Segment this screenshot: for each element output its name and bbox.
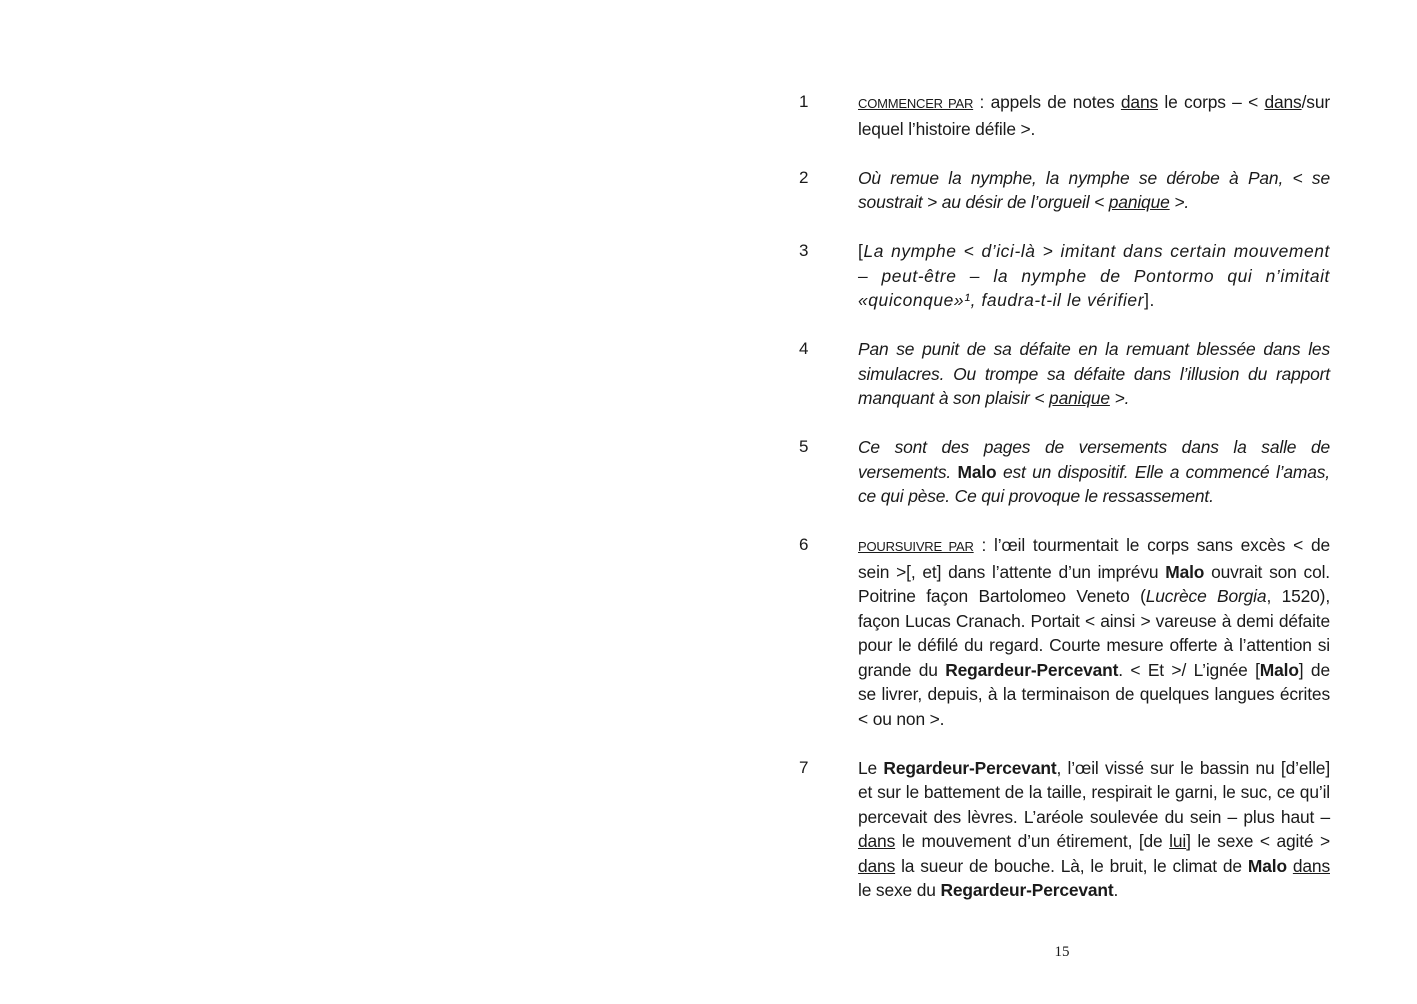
text-run: le mouvement d’un étirement, [de (895, 831, 1170, 851)
text-run: ] le sexe < agité > (1186, 831, 1331, 851)
text-run: ] de se livrer, depuis, à la terminaison de quelques langues écrites < ou non >. (858, 659, 1330, 729)
small-caps-heading: POURSUIVRE PAR (858, 539, 974, 554)
text-run: Pan se punit de sa défaite en la remuant blessée dans les simulacres. Ou trompe sa défaite dans l’illusion du rapport manquant à son plaisir < (858, 339, 1330, 408)
text-run: , l’œil vissé sur le bassin nu [d’elle] et sur le battement de la taille, respirait le garni, le suc, ce qu’il percevait des lèvres. L’aréole soulevée du sein – plus haut – (858, 757, 1331, 827)
numbered-entries (790, 90, 1330, 927)
text-run: Où remue la nymphe, la nymphe se dérobe à Pan, < se soustrait > au désir de l’orgueil < (858, 167, 1330, 212)
text-run: : l’œil tourmentait le corps sans excès < de sein >[, et] dans l’attente d’un imprévu (858, 535, 1330, 582)
underlined-word: panique (1049, 388, 1110, 408)
text-run: le sexe du (858, 880, 941, 900)
text-run: La nymphe < d’ici-là > imitant dans certain mouvement – peut-être – la nymphe de Pontormo qui n’imitait «quiconque»¹, faudra-t-il le vérifier (858, 241, 1330, 310)
underlined-word: dans (1292, 855, 1330, 876)
entry-text (858, 756, 1330, 903)
entry-3 (790, 239, 1330, 313)
entry-number: 1 (799, 92, 809, 111)
entry-number: 3 (799, 241, 809, 260)
bold-name: Malo (1165, 561, 1205, 582)
text-run: est un dispositif. Elle a commencé l’amas, ce qui pèse. Ce qui provoque le ressassement. (858, 461, 1330, 506)
entry-number: 4 (799, 339, 809, 358)
text-run: Ce sont des pages de versements dans la salle de versements. (858, 437, 1330, 482)
small-caps-heading: COMMENCER PAR (858, 96, 974, 111)
entry-number: 7 (799, 757, 809, 777)
entry-6 (790, 533, 1330, 731)
underlined-word: dans (858, 855, 896, 876)
text-run: , 1520), façon Lucas Cranach. Portait < ainsi > vareuse à demi défaite pour le défilé du regard. Courte mesure offerte à l’attention si grande du (858, 586, 1330, 680)
text-run: /sur lequel l’histoire défile >. (858, 92, 1330, 139)
entry-number: 6 (799, 535, 809, 554)
underlined-word: dans (858, 831, 896, 851)
text-run: : appels de notes (973, 92, 1121, 112)
entry-text (858, 337, 1330, 411)
bold-name: Malo (957, 461, 997, 482)
bracket: [ (858, 241, 864, 261)
bold-name: Regardeur-Percevant (945, 659, 1119, 680)
underlined-word: lui (1169, 831, 1187, 851)
text-run: la sueur de bouche. Là, le bruit, le climat de (895, 855, 1248, 876)
italic-title: Lucrèce Borgia (1145, 586, 1267, 606)
underlined-word: panique (1108, 192, 1170, 212)
entry-7 (790, 756, 1330, 903)
entry-number: 5 (799, 437, 809, 456)
bold-name: Malo (1259, 659, 1299, 680)
page-number: 15 (1054, 944, 1070, 960)
entry-text (858, 239, 1330, 313)
text-run: . < Et >/ L’ignée [ (1118, 659, 1260, 680)
entry-text (858, 533, 1330, 731)
entry-text (858, 435, 1330, 509)
text-run: le corps – < (1158, 92, 1265, 112)
entry-5 (790, 435, 1330, 509)
entry-text (858, 166, 1330, 215)
entry-text (858, 90, 1330, 141)
bold-name: Malo (1247, 855, 1287, 876)
text-run: . (1113, 880, 1119, 900)
text-run: ouvrait son col. Poitrine façon Bartolomeo Veneto ( (858, 561, 1330, 606)
text-run: >. (1109, 388, 1130, 408)
text-run: >. (1169, 192, 1190, 212)
bold-name: Regardeur-Percevant (883, 757, 1057, 778)
underlined-word: dans (1264, 92, 1302, 112)
entry-4 (790, 337, 1330, 411)
underlined-word: dans (1120, 92, 1159, 112)
bold-name: Regardeur-Percevant (940, 880, 1114, 900)
entry-number: 2 (799, 167, 809, 187)
entry-1 (790, 90, 1330, 141)
text-run: Le (858, 757, 884, 778)
entry-2 (790, 166, 1330, 215)
bracket: ]. (1144, 290, 1155, 310)
